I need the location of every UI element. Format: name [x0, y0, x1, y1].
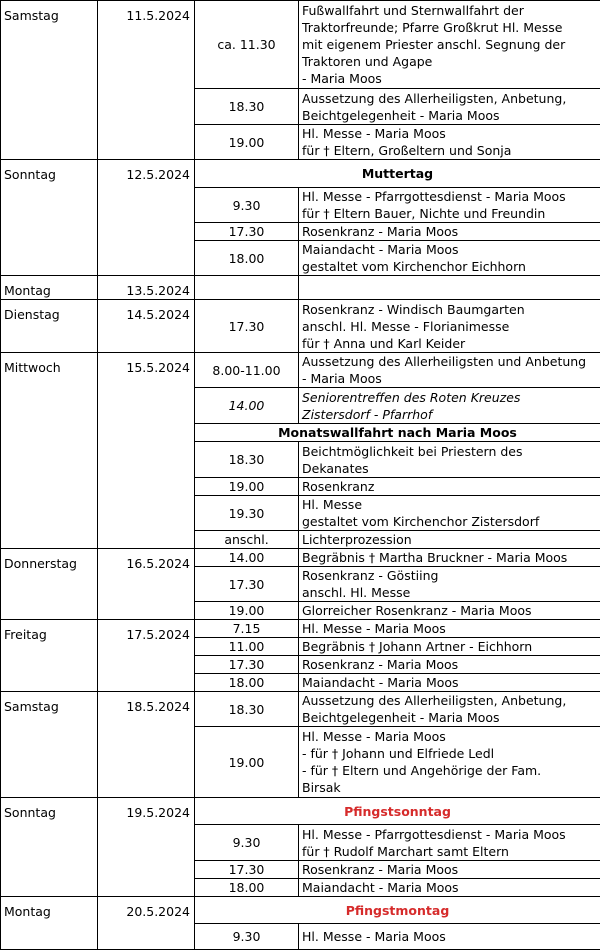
day-name: Mittwoch [1, 353, 98, 549]
event-description: Lichterprozession [299, 531, 600, 549]
event-time: 19.30 [195, 496, 299, 531]
day-row [1, 692, 600, 727]
event-time: 17.30 [195, 656, 299, 674]
event-time: 19.00 [195, 602, 299, 620]
day-heading: Muttertag [195, 160, 600, 188]
event-time: 17.30 [195, 567, 299, 602]
schedule-body [1, 1, 600, 950]
day-row [1, 1, 600, 89]
day-date: 17.5.2024 [98, 620, 195, 692]
event-time: 9.30 [195, 924, 299, 950]
event-time: 18.00 [195, 241, 299, 276]
day-row [1, 353, 600, 388]
event-time: 11.00 [195, 638, 299, 656]
event-description: Aussetzung des Allerheiligsten, Anbetung, Beichtgelegenheit - Maria Moos [299, 692, 600, 727]
event-time: 19.00 [195, 727, 299, 798]
day-date: 14.5.2024 [98, 300, 195, 353]
day-name: Samstag [1, 692, 98, 798]
event-description: Rosenkranz - Göstiing anschl. Hl. Messe [299, 567, 600, 602]
event-description: Maiandacht - Maria Moos gestaltet vom Kirchenchor Eichhorn [299, 241, 600, 276]
event-time: 9.30 [195, 188, 299, 223]
event-time: 18.30 [195, 89, 299, 125]
event-description: Hl. Messe - Maria Moos [299, 924, 600, 950]
event-description: Hl. Messe - Maria Moos [299, 620, 600, 638]
day-row [1, 549, 600, 567]
day-date: 12.5.2024 [98, 160, 195, 276]
day-date: 18.5.2024 [98, 692, 195, 798]
day-date: 16.5.2024 [98, 549, 195, 620]
event-time: 8.00-11.00 [195, 353, 299, 388]
day-name: Donnerstag [1, 549, 98, 620]
event-time: 9.30 [195, 825, 299, 861]
day-name: Sonntag [1, 798, 98, 897]
event-time: 19.00 [195, 478, 299, 496]
event-description [299, 276, 600, 300]
event-time: 7.15 [195, 620, 299, 638]
section-heading: Monatswallfahrt nach Maria Moos [195, 424, 600, 442]
day-name: Freitag [1, 620, 98, 692]
event-time: 17.30 [195, 223, 299, 241]
day-date: 13.5.2024 [98, 276, 195, 300]
event-description: Seniorentreffen des Roten Kreuzes Zistersdorf - Pfarrhof [299, 388, 600, 424]
event-description: Rosenkranz - Maria Moos [299, 656, 600, 674]
day-row [1, 160, 600, 188]
event-description: Hl. Messe - Pfarrgottesdienst - Maria Moos für † Eltern Bauer, Nichte und Freundin [299, 188, 600, 223]
event-description: Beichtmöglichkeit bei Priestern des Dekanates [299, 442, 600, 478]
event-description: Aussetzung des Allerheiligsten und Anbetung - Maria Moos [299, 353, 600, 388]
day-heading: Pfingstsonntag [195, 798, 600, 825]
event-description: Hl. Messe gestaltet vom Kirchenchor Zistersdorf [299, 496, 600, 531]
day-heading: Pfingstmontag [195, 897, 600, 924]
event-time [195, 276, 299, 300]
event-time: 18.00 [195, 879, 299, 897]
event-description: Rosenkranz - Maria Moos [299, 223, 600, 241]
day-name: Dienstag [1, 300, 98, 353]
day-row [1, 897, 600, 924]
event-description: Fußwallfahrt und Sternwallfahrt der Traktorfreunde; Pfarre Großkrut Hl. Messe mit eigenem Priester anschl. Segnung der Traktoren und Agape - Maria Moos [299, 1, 600, 89]
day-date: 20.5.2024 [98, 897, 195, 950]
event-description: Maiandacht - Maria Moos [299, 879, 600, 897]
event-time: 17.30 [195, 861, 299, 879]
event-time: 14.00 [195, 549, 299, 567]
day-name: Montag [1, 897, 98, 950]
day-name: Samstag [1, 1, 98, 160]
day-date: 15.5.2024 [98, 353, 195, 549]
day-row [1, 300, 600, 353]
event-description: Begräbnis † Johann Artner - Eichhorn [299, 638, 600, 656]
day-name: Sonntag [1, 160, 98, 276]
event-description: Aussetzung des Allerheiligsten, Anbetung, Beichtgelegenheit - Maria Moos [299, 89, 600, 125]
event-description: Rosenkranz - Windisch Baumgarten anschl. Hl. Messe - Florianimesse für † Anna und Karl Keider [299, 300, 600, 353]
event-description: Rosenkranz - Maria Moos [299, 861, 600, 879]
event-description: Maiandacht - Maria Moos [299, 674, 600, 692]
event-time: anschl. [195, 531, 299, 549]
event-description: Rosenkranz [299, 478, 600, 496]
event-description: Begräbnis † Martha Bruckner - Maria Moos [299, 549, 600, 567]
day-date: 11.5.2024 [98, 1, 195, 160]
event-description: Hl. Messe - Maria Moos - für † Johann und Elfriede Ledl - für † Eltern und Angehörige der Fam. Birsak [299, 727, 600, 798]
event-time: 17.30 [195, 300, 299, 353]
event-time: 18.30 [195, 692, 299, 727]
event-description: Hl. Messe - Maria Moos für † Eltern, Großeltern und Sonja [299, 125, 600, 160]
event-time: ca. 11.30 [195, 1, 299, 89]
event-time: 19.00 [195, 125, 299, 160]
day-name: Montag [1, 276, 98, 300]
day-row [1, 276, 600, 300]
event-description: Glorreicher Rosenkranz - Maria Moos [299, 602, 600, 620]
day-row [1, 798, 600, 825]
day-date: 19.5.2024 [98, 798, 195, 897]
event-description: Hl. Messe - Pfarrgottesdienst - Maria Moos für † Rudolf Marchart samt Eltern [299, 825, 600, 861]
event-time: 14.00 [195, 388, 299, 424]
event-time: 18.30 [195, 442, 299, 478]
day-row [1, 620, 600, 638]
event-time: 18.00 [195, 674, 299, 692]
